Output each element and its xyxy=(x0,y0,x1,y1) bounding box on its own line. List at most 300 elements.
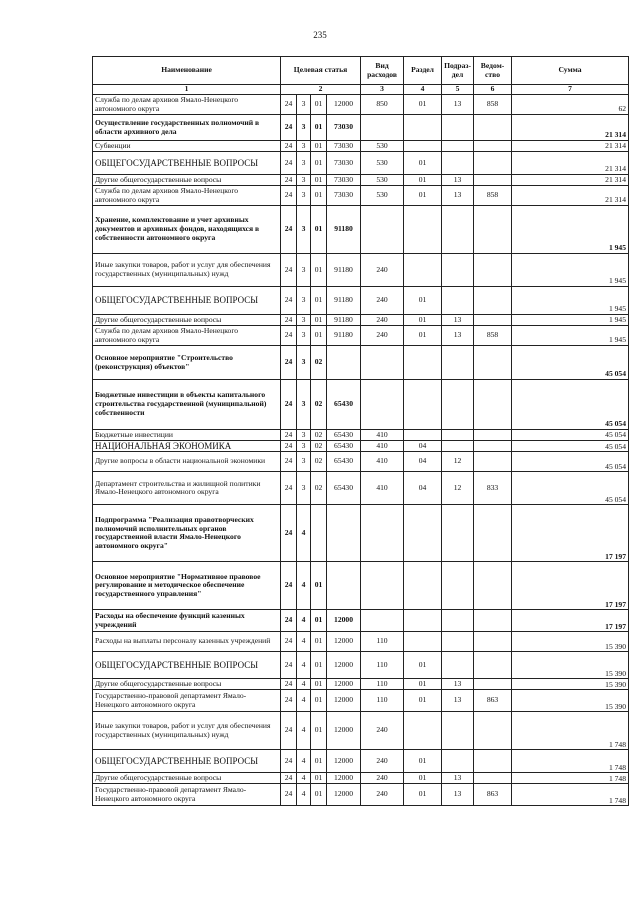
target-part-2: 3 xyxy=(297,186,311,206)
target-part-1: 24 xyxy=(281,750,297,773)
subsection xyxy=(442,430,474,441)
table-row xyxy=(93,472,629,505)
section xyxy=(404,115,442,141)
expense-type: 110 xyxy=(361,652,404,679)
target-part-3: 01 xyxy=(311,152,327,175)
row-sum: 1 748 xyxy=(512,773,629,784)
header-num-razdel: 4 xyxy=(404,85,442,95)
section xyxy=(404,562,442,610)
target-part-3: 02 xyxy=(311,430,327,441)
row-name: ОБЩЕГОСУДАРСТВЕННЫЕ ВОПРОСЫ xyxy=(93,750,281,773)
department-code xyxy=(474,115,512,141)
row-sum: 17 197 xyxy=(512,610,629,632)
row-sum: 1 945 xyxy=(512,315,629,326)
row-sum: 1 748 xyxy=(512,784,629,806)
target-part-4: 91180 xyxy=(327,287,361,315)
subsection xyxy=(442,750,474,773)
department-code xyxy=(474,773,512,784)
expense-type: 240 xyxy=(361,773,404,784)
subsection xyxy=(442,380,474,430)
department-code: 858 xyxy=(474,95,512,115)
target-part-2: 3 xyxy=(297,326,311,346)
target-part-1: 24 xyxy=(281,346,297,380)
expense-type: 530 xyxy=(361,141,404,152)
table-row xyxy=(93,175,629,186)
target-part-2: 4 xyxy=(297,610,311,632)
row-name: Бюджетные инвестиции в объекты капитального строительства государственной (муниципальной) собственности xyxy=(93,380,281,430)
target-part-2: 4 xyxy=(297,773,311,784)
target-part-4: 65430 xyxy=(327,472,361,505)
target-part-4 xyxy=(327,505,361,562)
target-part-3: 01 xyxy=(311,315,327,326)
target-part-4: 65430 xyxy=(327,441,361,452)
expense-type: 240 xyxy=(361,287,404,315)
target-part-3: 01 xyxy=(311,175,327,186)
expense-type xyxy=(361,380,404,430)
target-part-2: 3 xyxy=(297,472,311,505)
expense-type xyxy=(361,115,404,141)
expense-type: 110 xyxy=(361,679,404,690)
subsection xyxy=(442,115,474,141)
table-row xyxy=(93,441,629,452)
target-part-1: 24 xyxy=(281,175,297,186)
target-part-3: 01 xyxy=(311,652,327,679)
target-part-4: 73030 xyxy=(327,186,361,206)
header-num-target: 2 xyxy=(281,85,361,95)
department-code: 863 xyxy=(474,784,512,806)
page-number: 235 xyxy=(313,30,327,40)
target-part-2: 3 xyxy=(297,95,311,115)
section xyxy=(404,346,442,380)
section: 01 xyxy=(404,750,442,773)
department-code: 858 xyxy=(474,186,512,206)
row-name: Государственно-правовой департамент Ямало-Ненецкого автономного округа xyxy=(93,690,281,712)
row-sum: 1 945 xyxy=(512,326,629,346)
table-row xyxy=(93,632,629,652)
target-part-4: 65430 xyxy=(327,430,361,441)
table-row xyxy=(93,115,629,141)
department-code: 858 xyxy=(474,326,512,346)
subsection: 13 xyxy=(442,186,474,206)
target-part-1: 24 xyxy=(281,254,297,287)
row-name: НАЦИОНАЛЬНАЯ ЭКОНОМИКА xyxy=(93,441,281,452)
header-num-name: 1 xyxy=(93,85,281,95)
header-name: Наименование xyxy=(93,57,281,85)
target-part-3: 01 xyxy=(311,206,327,254)
row-sum: 45 054 xyxy=(512,380,629,430)
target-part-3: 01 xyxy=(311,254,327,287)
header-razdel: Раздел xyxy=(404,57,442,85)
target-part-1: 24 xyxy=(281,505,297,562)
section: 01 xyxy=(404,679,442,690)
department-code xyxy=(474,679,512,690)
target-part-3: 02 xyxy=(311,472,327,505)
expense-type: 410 xyxy=(361,441,404,452)
subsection: 12 xyxy=(442,472,474,505)
target-part-3: 01 xyxy=(311,562,327,610)
department-code xyxy=(474,632,512,652)
budget-table xyxy=(92,56,629,806)
target-part-4: 91180 xyxy=(327,206,361,254)
department-code xyxy=(474,254,512,287)
target-part-1: 24 xyxy=(281,152,297,175)
target-part-4: 91180 xyxy=(327,254,361,287)
target-part-1: 24 xyxy=(281,380,297,430)
target-part-3: 01 xyxy=(311,679,327,690)
table-row xyxy=(93,505,629,562)
expense-type xyxy=(361,505,404,562)
row-sum: 15 390 xyxy=(512,690,629,712)
target-part-4 xyxy=(327,562,361,610)
table-row xyxy=(93,380,629,430)
target-part-1: 24 xyxy=(281,690,297,712)
department-code xyxy=(474,652,512,679)
table-body xyxy=(93,95,629,806)
section: 04 xyxy=(404,472,442,505)
row-name: Другие общегосударственные вопросы xyxy=(93,773,281,784)
target-part-2: 3 xyxy=(297,115,311,141)
target-part-2: 3 xyxy=(297,254,311,287)
row-sum: 45 054 xyxy=(512,441,629,452)
row-name: ОБЩЕГОСУДАРСТВЕННЫЕ ВОПРОСЫ xyxy=(93,287,281,315)
target-part-2: 4 xyxy=(297,750,311,773)
row-name: Подпрограмма "Реализация правотворческих полномочий исполнительных органов государственной власти Ямало-Ненецкого автономного округа" xyxy=(93,505,281,562)
target-part-4: 65430 xyxy=(327,380,361,430)
row-sum: 1 748 xyxy=(512,712,629,750)
target-part-2: 4 xyxy=(297,632,311,652)
row-sum: 45 054 xyxy=(512,472,629,505)
department-code xyxy=(474,206,512,254)
section xyxy=(404,632,442,652)
row-name: Субвенции xyxy=(93,141,281,152)
row-name: Другие общегосударственные вопросы xyxy=(93,315,281,326)
row-name: Расходы на выплаты персоналу казенных учреждений xyxy=(93,632,281,652)
target-part-2: 4 xyxy=(297,505,311,562)
table-row xyxy=(93,750,629,773)
target-part-4: 73030 xyxy=(327,175,361,186)
target-part-3: 01 xyxy=(311,186,327,206)
row-name: Иные закупки товаров, работ и услуг для обеспечения государственных (муниципальных) нужд xyxy=(93,712,281,750)
target-part-2: 4 xyxy=(297,562,311,610)
expense-type: 530 xyxy=(361,175,404,186)
section: 01 xyxy=(404,95,442,115)
target-part-1: 24 xyxy=(281,652,297,679)
target-part-3: 01 xyxy=(311,287,327,315)
expense-type: 110 xyxy=(361,632,404,652)
target-part-4: 12000 xyxy=(327,773,361,784)
section: 04 xyxy=(404,441,442,452)
target-part-3: 01 xyxy=(311,610,327,632)
target-part-4: 12000 xyxy=(327,679,361,690)
target-part-1: 24 xyxy=(281,315,297,326)
target-part-1: 24 xyxy=(281,430,297,441)
target-part-3: 02 xyxy=(311,346,327,380)
row-sum: 17 197 xyxy=(512,562,629,610)
section xyxy=(404,610,442,632)
target-part-4: 73030 xyxy=(327,115,361,141)
row-sum: 1 945 xyxy=(512,254,629,287)
table-row xyxy=(93,186,629,206)
target-part-2: 4 xyxy=(297,652,311,679)
row-sum: 15 390 xyxy=(512,679,629,690)
target-part-1: 24 xyxy=(281,712,297,750)
target-part-2: 3 xyxy=(297,287,311,315)
expense-type: 110 xyxy=(361,690,404,712)
target-part-3: 01 xyxy=(311,712,327,750)
row-name: Осуществление государственных полномочий в области архивного дела xyxy=(93,115,281,141)
subsection xyxy=(442,141,474,152)
subsection xyxy=(442,254,474,287)
table-row xyxy=(93,95,629,115)
row-sum: 45 054 xyxy=(512,452,629,472)
section: 01 xyxy=(404,773,442,784)
expense-type: 240 xyxy=(361,326,404,346)
expense-type: 240 xyxy=(361,315,404,326)
target-part-4: 12000 xyxy=(327,750,361,773)
target-part-3: 02 xyxy=(311,441,327,452)
target-part-1: 24 xyxy=(281,206,297,254)
subsection xyxy=(442,287,474,315)
target-part-3: 02 xyxy=(311,380,327,430)
row-name: Бюджетные инвестиции xyxy=(93,430,281,441)
section: 01 xyxy=(404,152,442,175)
target-part-4: 12000 xyxy=(327,712,361,750)
row-name: Основное мероприятие "Строительство (реконструкция) объектов" xyxy=(93,346,281,380)
row-name: Департамент строительства и жилищной политики Ямало-Ненецкого автономного округа xyxy=(93,472,281,505)
row-name: ОБЩЕГОСУДАРСТВЕННЫЕ ВОПРОСЫ xyxy=(93,652,281,679)
target-part-1: 24 xyxy=(281,441,297,452)
subsection: 13 xyxy=(442,784,474,806)
subsection: 13 xyxy=(442,315,474,326)
header-num-vid: 3 xyxy=(361,85,404,95)
header-num-vedomstvo: 6 xyxy=(474,85,512,95)
expense-type: 410 xyxy=(361,472,404,505)
row-sum: 1 945 xyxy=(512,206,629,254)
table-row xyxy=(93,690,629,712)
expense-type: 410 xyxy=(361,452,404,472)
target-part-1: 24 xyxy=(281,679,297,690)
row-name: Хранение, комплектование и учет архивных документов и архивных фондов, находящихся в собственности автономного округа xyxy=(93,206,281,254)
expense-type: 240 xyxy=(361,254,404,287)
department-code xyxy=(474,315,512,326)
expense-type: 410 xyxy=(361,430,404,441)
header-target: Целевая статья xyxy=(281,57,361,85)
section: 01 xyxy=(404,690,442,712)
row-name: Другие общегосударственные вопросы xyxy=(93,679,281,690)
row-sum: 45 054 xyxy=(512,430,629,441)
table-row xyxy=(93,610,629,632)
target-part-2: 3 xyxy=(297,152,311,175)
subsection xyxy=(442,206,474,254)
subsection xyxy=(442,562,474,610)
target-part-4: 12000 xyxy=(327,610,361,632)
target-part-2: 3 xyxy=(297,346,311,380)
subsection: 12 xyxy=(442,452,474,472)
department-code xyxy=(474,562,512,610)
header-vid: Вид расходов xyxy=(361,57,404,85)
table-row xyxy=(93,712,629,750)
target-part-1: 24 xyxy=(281,773,297,784)
target-part-1: 24 xyxy=(281,610,297,632)
row-sum: 21 314 xyxy=(512,152,629,175)
target-part-4 xyxy=(327,346,361,380)
target-part-3: 01 xyxy=(311,326,327,346)
table-row xyxy=(93,652,629,679)
section: 01 xyxy=(404,784,442,806)
department-code xyxy=(474,610,512,632)
section xyxy=(404,505,442,562)
section xyxy=(404,712,442,750)
target-part-2: 4 xyxy=(297,784,311,806)
subsection: 13 xyxy=(442,326,474,346)
target-part-2: 3 xyxy=(297,441,311,452)
subsection xyxy=(442,505,474,562)
target-part-3: 01 xyxy=(311,773,327,784)
table-row xyxy=(93,315,629,326)
department-code xyxy=(474,380,512,430)
table-row xyxy=(93,141,629,152)
target-part-1: 24 xyxy=(281,472,297,505)
section xyxy=(404,254,442,287)
target-part-3: 01 xyxy=(311,690,327,712)
row-sum: 62 xyxy=(512,95,629,115)
section xyxy=(404,430,442,441)
subsection xyxy=(442,652,474,679)
table-row xyxy=(93,784,629,806)
table-row xyxy=(93,346,629,380)
target-part-1: 24 xyxy=(281,287,297,315)
subsection: 13 xyxy=(442,679,474,690)
target-part-2: 3 xyxy=(297,380,311,430)
row-name: Служба по делам архивов Ямало-Ненецкого автономного округа xyxy=(93,326,281,346)
department-code xyxy=(474,452,512,472)
row-sum: 1 748 xyxy=(512,750,629,773)
target-part-4: 12000 xyxy=(327,784,361,806)
table-row xyxy=(93,206,629,254)
department-code xyxy=(474,152,512,175)
target-part-2: 4 xyxy=(297,712,311,750)
department-code: 833 xyxy=(474,472,512,505)
row-name: Основное мероприятие "Нормативное правовое регулирование и методическое обеспечение государственного управления" xyxy=(93,562,281,610)
target-part-4: 73030 xyxy=(327,152,361,175)
expense-type: 240 xyxy=(361,712,404,750)
department-code xyxy=(474,175,512,186)
section xyxy=(404,141,442,152)
row-sum: 45 054 xyxy=(512,346,629,380)
target-part-4: 65430 xyxy=(327,452,361,472)
section: 01 xyxy=(404,326,442,346)
row-name: Расходы на обеспечение функций казенных учреждений xyxy=(93,610,281,632)
section xyxy=(404,380,442,430)
expense-type: 850 xyxy=(361,95,404,115)
target-part-4: 73030 xyxy=(327,141,361,152)
target-part-2: 3 xyxy=(297,141,311,152)
target-part-3: 01 xyxy=(311,115,327,141)
section: 01 xyxy=(404,175,442,186)
expense-type: 530 xyxy=(361,152,404,175)
section: 01 xyxy=(404,652,442,679)
target-part-2: 3 xyxy=(297,452,311,472)
section: 01 xyxy=(404,287,442,315)
expense-type: 240 xyxy=(361,750,404,773)
subsection: 13 xyxy=(442,690,474,712)
table-row xyxy=(93,679,629,690)
expense-type: 240 xyxy=(361,784,404,806)
subsection xyxy=(442,346,474,380)
target-part-2: 4 xyxy=(297,679,311,690)
expense-type xyxy=(361,562,404,610)
section xyxy=(404,206,442,254)
table-row xyxy=(93,430,629,441)
target-part-4: 12000 xyxy=(327,652,361,679)
subsection xyxy=(442,712,474,750)
target-part-3: 01 xyxy=(311,95,327,115)
subsection xyxy=(442,152,474,175)
table-row xyxy=(93,773,629,784)
department-code xyxy=(474,430,512,441)
header-sum: Сумма xyxy=(512,57,629,85)
target-part-4: 12000 xyxy=(327,690,361,712)
department-code xyxy=(474,141,512,152)
subsection: 13 xyxy=(442,95,474,115)
table-row xyxy=(93,326,629,346)
table-row xyxy=(93,152,629,175)
target-part-1: 24 xyxy=(281,326,297,346)
department-code xyxy=(474,712,512,750)
expense-type xyxy=(361,206,404,254)
expense-type xyxy=(361,346,404,380)
department-code xyxy=(474,346,512,380)
target-part-3 xyxy=(311,505,327,562)
row-sum: 1 945 xyxy=(512,287,629,315)
subsection xyxy=(442,610,474,632)
target-part-1: 24 xyxy=(281,632,297,652)
department-code: 863 xyxy=(474,690,512,712)
row-name: Другие общегосударственные вопросы xyxy=(93,175,281,186)
section: 01 xyxy=(404,186,442,206)
row-name: Иные закупки товаров, работ и услуг для обеспечения государственных (муниципальных) нужд xyxy=(93,254,281,287)
target-part-4: 91180 xyxy=(327,315,361,326)
row-sum: 21 314 xyxy=(512,141,629,152)
section: 01 xyxy=(404,315,442,326)
header-num-sum: 7 xyxy=(512,85,629,95)
row-sum: 17 197 xyxy=(512,505,629,562)
target-part-2: 4 xyxy=(297,690,311,712)
row-name: Служба по делам архивов Ямало-Ненецкого автономного округа xyxy=(93,186,281,206)
row-sum: 21 314 xyxy=(512,175,629,186)
target-part-1: 24 xyxy=(281,452,297,472)
target-part-3: 01 xyxy=(311,632,327,652)
row-sum: 21 314 xyxy=(512,186,629,206)
target-part-4: 12000 xyxy=(327,632,361,652)
target-part-3: 01 xyxy=(311,750,327,773)
expense-type: 530 xyxy=(361,186,404,206)
row-name: Другие вопросы в области национальной экономики xyxy=(93,452,281,472)
table-row xyxy=(93,562,629,610)
table-row xyxy=(93,254,629,287)
header-vedomstvo: Ведом-ство xyxy=(474,57,512,85)
target-part-2: 3 xyxy=(297,175,311,186)
target-part-1: 24 xyxy=(281,95,297,115)
row-name: Служба по делам архивов Ямало-Ненецкого автономного округа xyxy=(93,95,281,115)
header-podrazdel: Подраз-дел xyxy=(442,57,474,85)
subsection xyxy=(442,632,474,652)
department-code xyxy=(474,505,512,562)
row-sum: 15 390 xyxy=(512,652,629,679)
target-part-3: 01 xyxy=(311,784,327,806)
section: 04 xyxy=(404,452,442,472)
target-part-1: 24 xyxy=(281,115,297,141)
